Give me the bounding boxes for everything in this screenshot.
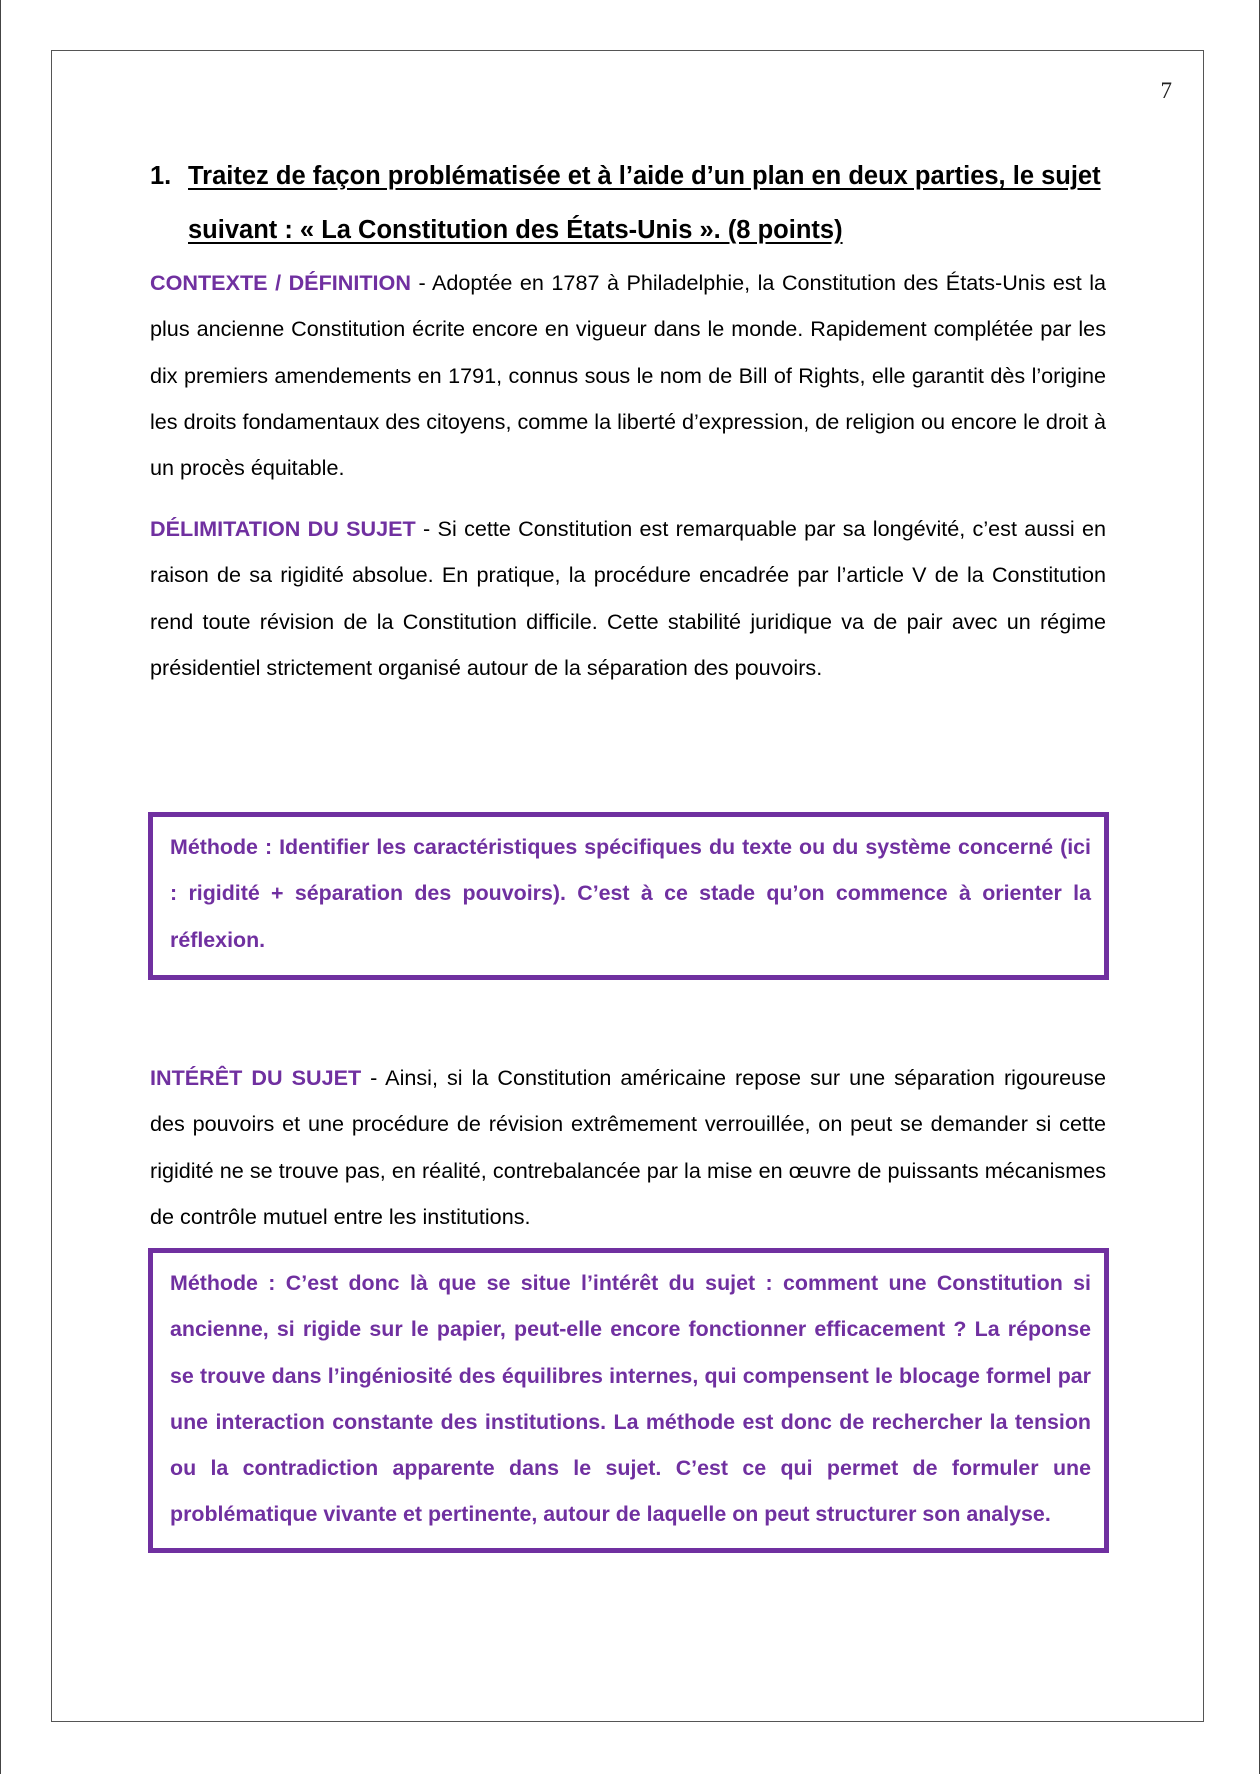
- question-heading: [150, 149, 1160, 257]
- section-label-interet: INTÉRÊT DU SUJET: [150, 1065, 362, 1090]
- window-edge-left: [0, 0, 1, 1774]
- paragraph-text-interet: - Ainsi, si la Constitution américaine repose sur une séparation rigoureuse des pouvoirs et une procédure de révision extrêmement verrouillée, on peut se demander si cette rigidité ne se trouve pas, en réalité, contrebalancée par la mise en œuvre de puissants mécanismes de contrôle mutuel entre les institutions.: [150, 1065, 1106, 1229]
- section-label-contexte: CONTEXTE / DÉFINITION: [150, 270, 411, 295]
- section-label-delimitation: DÉLIMITATION DU SUJET: [150, 516, 416, 541]
- document-page: [51, 50, 1204, 1722]
- page-number: 7: [1160, 78, 1172, 103]
- paragraph-interet: [150, 1055, 1106, 1240]
- paragraph-contexte: [150, 260, 1106, 491]
- method-box-2: [148, 1248, 1109, 1553]
- paragraph-text-contexte: - Adoptée en 1787 à Philadelphie, la Constitution des États-Unis est la plus ancienne Constitution écrite encore en vigueur dans le monde. Rapidement complétée par les dix premiers amendements en 1791, connus sous le nom de Bill of Rights, elle garantit dès l’origine les droits fondamentaux des citoyens, comme la liberté d’expression, de religion ou encore le droit à un procès équitable.: [150, 270, 1107, 481]
- question-text: Traitez de façon problématisée et à l’aide d’un plan en deux parties, le sujet suivant : « La Constitution des États-Unis ». (8 points): [188, 162, 1101, 244]
- method-box-1: [148, 812, 1109, 980]
- method-text-2: Méthode : C’est donc là que se situe l’intérêt du sujet : comment une Constitution si ancienne, si rigide sur le papier, peut-elle encore fonctionner efficacement ? La réponse se trouve dans l’ingéniosité des équilibres internes, qui compensent le blocage formel par une interaction constante des institutions. La méthode est donc de rechercher la tension ou la contradiction apparente dans le sujet. C’est ce qui permet de formuler une problématique vivante et pertinente, autour de laquelle on peut structurer son analyse.: [170, 1271, 1091, 1527]
- paragraph-delimitation: [150, 506, 1106, 691]
- question-number: 1.: [150, 162, 172, 190]
- paragraph-text-delimitation: - Si cette Constitution est remarquable par sa longévité, c’est aussi en raison de sa rigidité absolue. En pratique, la procédure encadrée par l’article V de la Constitution rend toute révision de la Constitution difficile. Cette stabilité juridique va de pair avec un régime présidentiel strictement organisé autour de la séparation des pouvoirs.: [150, 516, 1106, 680]
- method-text-1: Méthode : Identifier les caractéristiques spécifiques du texte ou du système concerné (ici : rigidité + séparation des pouvoirs). C’est à ce stade qu’on commence à orienter la réflexion.: [170, 835, 1091, 952]
